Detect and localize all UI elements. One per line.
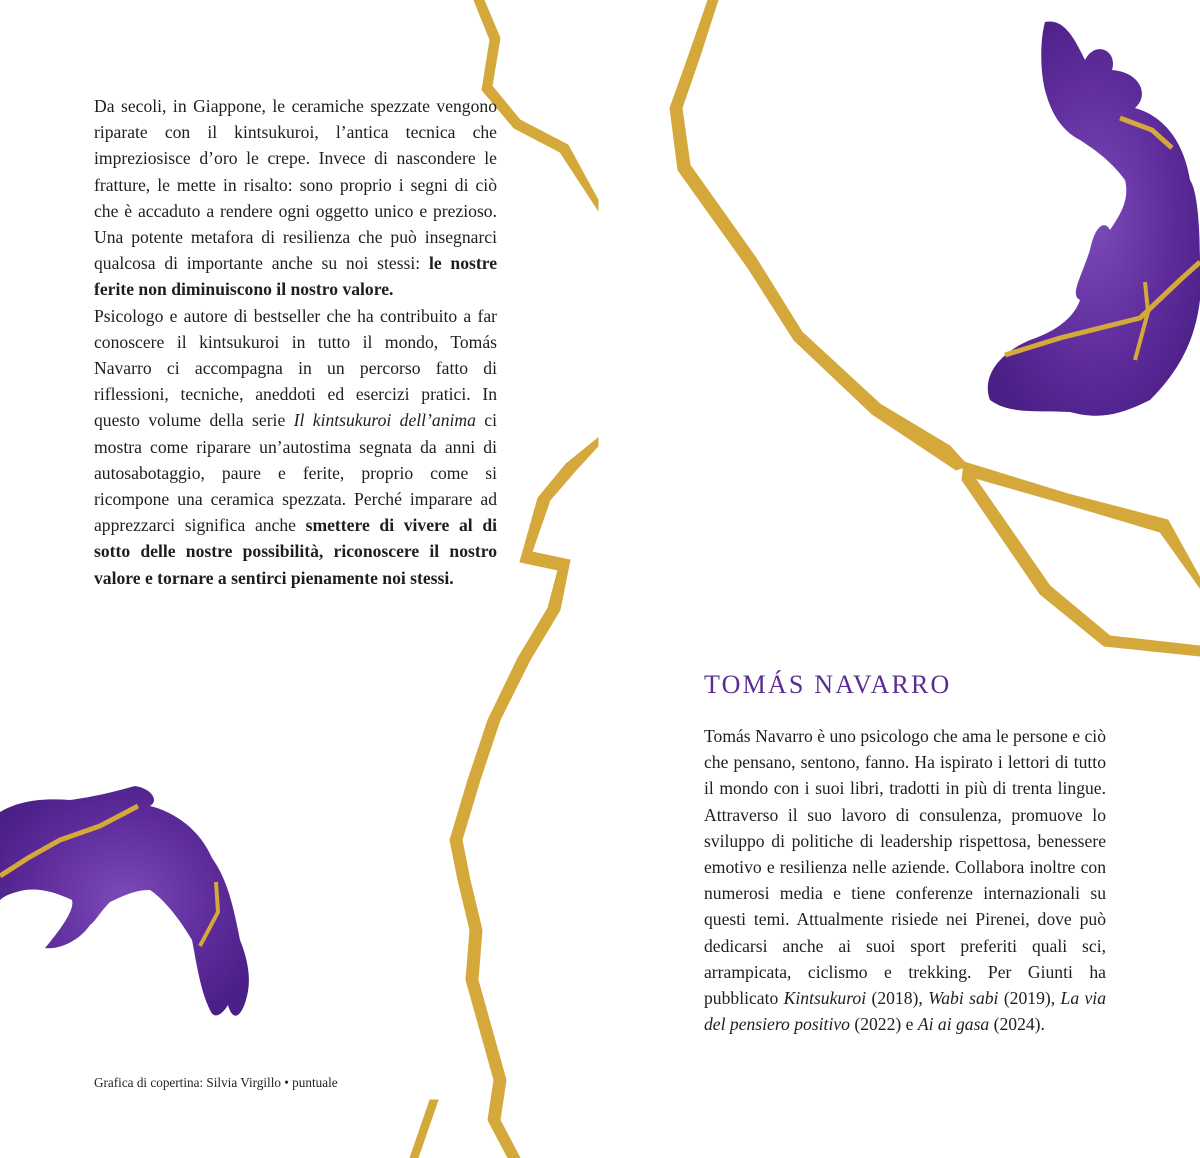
intro-text-1: Da secoli, in Giappone, le ceramiche spezzate vengono riparate con il kintsukuroi, l’antica tecnica che impreziosisce d’oro le crepe. Invece di nascondere le fratture, le mette in risalto: sono proprio i segni di ciò che è accaduto a rendere ogni oggetto unico e prezioso. Una potente metafora di resilienza che può insegnarci qualcosa di importante anche su noi stessi:: [94, 96, 497, 274]
book-title-2: Wabi sabi: [928, 988, 999, 1009]
intro-paragraph: [94, 93, 497, 591]
book-year-4: (2024).: [989, 1014, 1045, 1035]
book-year-2: (2019),: [998, 988, 1061, 1009]
book-title-3: La via del pensiero positivo: [704, 988, 1106, 1035]
koi-fish-top-icon: [988, 22, 1200, 416]
cover-credit: Grafica di copertina: Silvia Virgillo • puntuale: [94, 1075, 338, 1090]
book-year-3: (2022) e: [849, 1014, 918, 1035]
bio-text: Tomás Navarro è uno psicologo che ama le persone e ciò che pensano, sentono, fanno. Ha ispirato i lettori di tutto il mondo con i suoi libri, tradotti in più di trenta lingue. Attraverso il suo lavoro di consulenza, promuove lo sviluppo di politiche di leadership rispettosa, benessere emotivo e resilienza nelle aziende. Collabora inoltre con numerosi media e tiene conferenze internazionali su questi temi. Attualmente risiede nei Pirenei, dove può dedicarsi anche ai suoi sport preferiti quali sci, arrampicata, ciclismo e trekking. Per Giunti ha pubblicato: [704, 726, 1106, 1009]
intro-bold-1: le nostre ferite non diminuiscono il nostro valore.: [94, 253, 497, 300]
series-title: Il kintsukuroi dell’anima: [293, 410, 476, 431]
koi-fish-bottom-icon: [0, 786, 249, 1016]
intro-bold-2: smettere di vivere al di sotto delle nostre possibilità, riconoscere il nostro valore e tornare a sentirci pienamente noi stessi.: [94, 515, 497, 588]
intro-text-3: ci mostra come riparare un’autostima segnata da anni di autosabotaggio, paure e ferite, proprio come si ricompone una ceramica spezzata. Perché imparare ad apprezzarci significa anche: [94, 410, 497, 536]
book-year-1: (2018),: [866, 988, 929, 1009]
intro-text-2: Psicologo e autore di bestseller che ha contribuito a far conoscere il kintsukuroi in tutto il mondo, Tomás Navarro ci accompagna in un percorso fatto di riflessioni, tecniche, aneddoti ed esercizi pratici. In questo volume della serie: [94, 305, 497, 431]
author-bio: [704, 723, 1106, 1037]
book-title-4: Ai ai gasa: [917, 1014, 990, 1035]
book-title-1: Kintsukuroi: [783, 988, 867, 1009]
author-heading: TOMÁS NAVARRO: [704, 670, 952, 699]
